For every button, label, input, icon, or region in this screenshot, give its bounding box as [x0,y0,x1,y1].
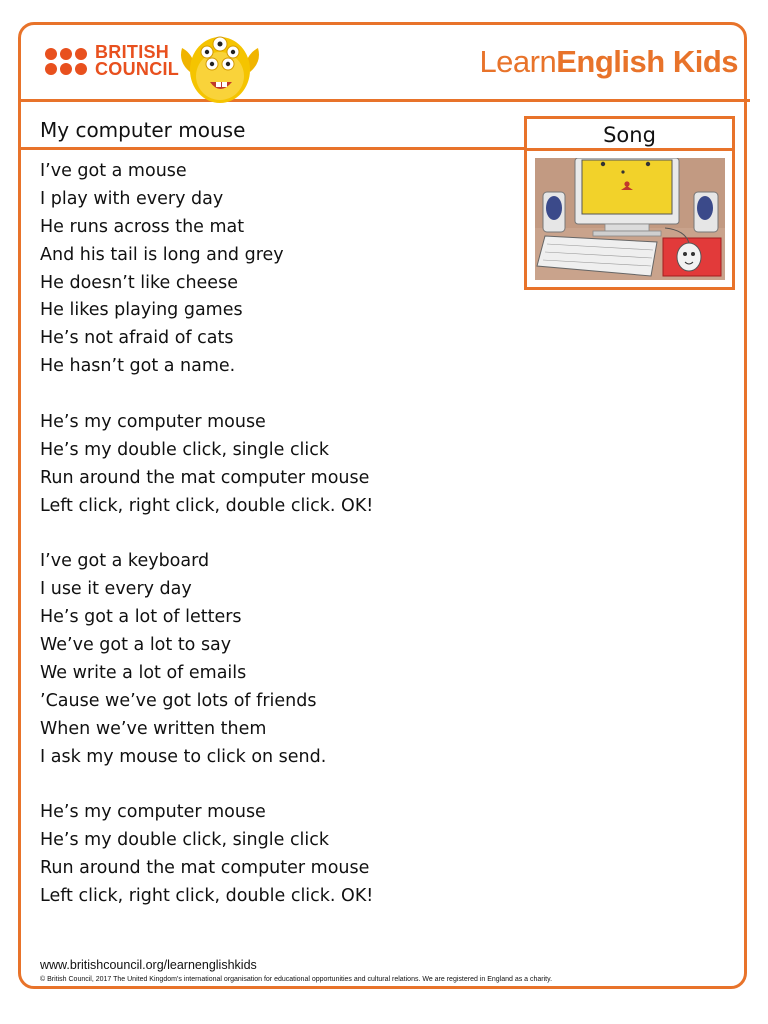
header-divider [18,99,750,102]
lyric-line: Left click, right click, double click. OK! [40,495,374,516]
lyric-line: He likes playing games [40,300,243,321]
page-title: My computer mouse [40,118,246,142]
brand-english: English [556,44,665,79]
brand-kids: Kids [672,44,738,79]
lyric-line: He doesn’t like cheese [40,272,238,293]
lyric-line: He hasn’t got a name. [40,356,236,377]
stanza-break [40,521,373,549]
monster-mascot-icon [176,32,264,104]
stanza-break [40,772,373,800]
song-lyrics [40,158,373,911]
computer-desk-illustration-icon [535,158,725,280]
lyric-line: Run around the mat computer mouse [40,467,370,488]
lyric-line: And his tail is long and grey [40,244,284,265]
lyric-line: He’s my computer mouse [40,412,266,433]
lyric-line: I ask my mouse to click on send. [40,746,327,767]
logo-line-1: BRITISH [95,42,170,62]
footer-url-link[interactable]: www.britishcouncil.org/learnenglishkids [40,958,257,972]
lyric-line: I’ve got a mouse [40,161,187,181]
logo-dots-icon [45,48,87,75]
lyric-line: I play with every day [40,188,224,209]
type-label: Song [527,119,732,151]
lyric-line: He’s my double click, single click [40,439,330,460]
stanza-break [40,381,373,409]
lyric-line: He’s my double click, single click [40,830,330,851]
learnenglish-kids-logo[interactable] [479,44,738,80]
lyric-line: When we’ve written them [40,718,267,739]
footer-copyright: © British Council, 2017 The United Kingdom’s international organisation for educational opportunities and cultural relations. We are registered in England as a charity. [40,976,553,983]
lyric-line: I use it every day [40,579,192,600]
lyric-line: I’ve got a keyboard [40,551,210,572]
lyric-line: We write a lot of emails [40,663,247,684]
lyric-line: He’s got a lot of letters [40,607,242,628]
lyric-line: He’s not afraid of cats [40,328,234,349]
lyric-line: He’s my computer mouse [40,802,266,823]
lyric-line: ’Cause we’ve got lots of friends [40,690,317,711]
title-underline [18,147,526,150]
lyric-line: Left click, right click, double click. OK! [40,886,374,907]
brand-learn: Learn [479,44,557,79]
british-council-logo[interactable] [45,44,179,78]
song-box [524,116,735,290]
lyric-line: We’ve got a lot to say [40,635,232,656]
lyric-line: He runs across the mat [40,216,245,237]
logo-line-2: COUNCIL [95,59,180,79]
logo-text [95,44,179,78]
lyric-line: Run around the mat computer mouse [40,858,370,879]
